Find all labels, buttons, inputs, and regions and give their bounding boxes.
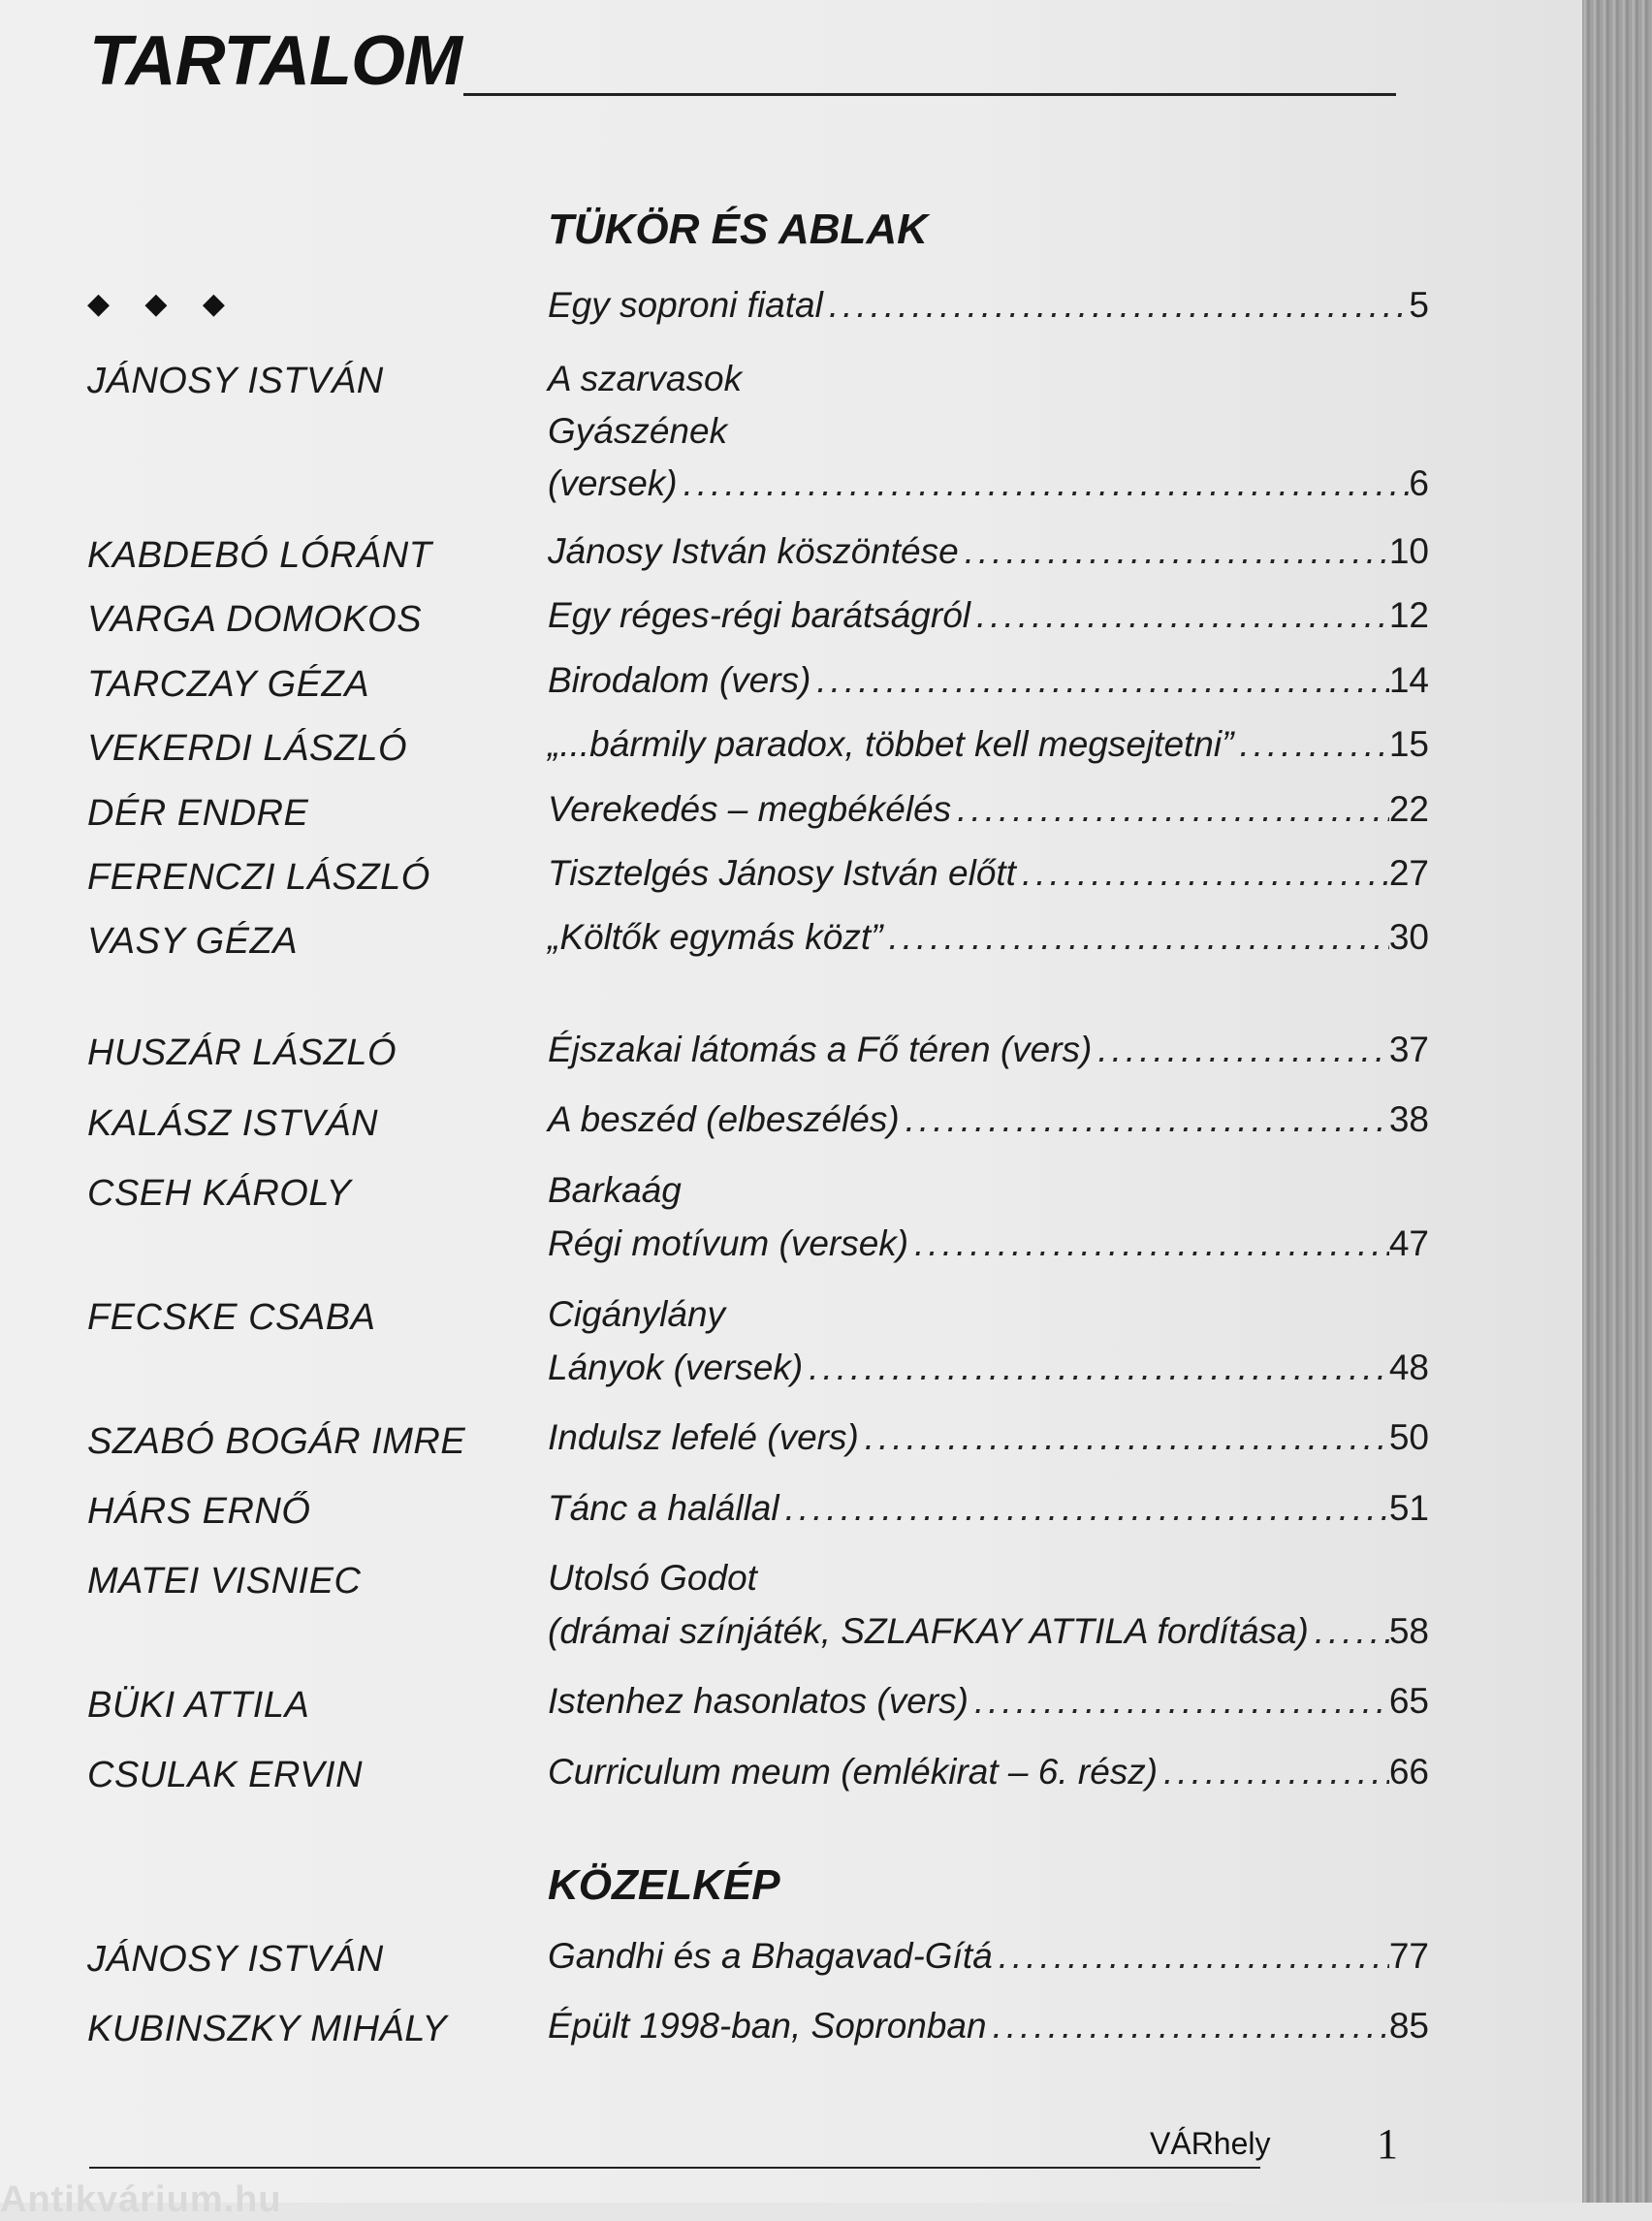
entry-title: Egy soproni fiatal xyxy=(548,285,823,325)
entry-title: Egy réges-régi barátságról xyxy=(548,595,970,635)
entry-author: VARGA DOMOKOS xyxy=(87,599,423,640)
toc-entry[interactable] xyxy=(548,1488,1429,1529)
entry-title: Birodalom (vers) xyxy=(548,660,811,700)
entry-author: TARCZAY GÉZA xyxy=(87,664,370,705)
leader-dots xyxy=(810,660,1388,701)
entry-page: 66 xyxy=(1388,1752,1429,1792)
entry-author: KUBINSZKY MIHÁLY xyxy=(87,2009,448,2049)
entry-page: 47 xyxy=(1388,1223,1429,1263)
footer-page-number: 1 xyxy=(1377,2120,1398,2168)
entry-author: VASY GÉZA xyxy=(87,921,299,962)
entry-title[interactable]: A szarvasok xyxy=(548,359,743,398)
entry-page: 15 xyxy=(1388,724,1429,764)
toc-entry[interactable] xyxy=(548,1611,1429,1652)
leader-dots xyxy=(951,789,1389,830)
leader-dots xyxy=(970,595,1389,636)
entry-title[interactable]: Gyászének xyxy=(548,411,728,451)
leader-dots xyxy=(969,1681,1389,1722)
entry-title: „...bármily paradox, többet kell megsejtetni” xyxy=(548,724,1234,764)
entry-title: Lányok (versek) xyxy=(548,1348,804,1387)
entry-title: Curriculum meum (emlékirat – 6. rész) xyxy=(548,1752,1159,1792)
entry-page: 5 xyxy=(1409,285,1429,325)
footer-rule xyxy=(89,2167,1260,2169)
leader-dots xyxy=(779,1488,1389,1529)
leader-dots xyxy=(1309,1611,1389,1652)
entry-title: A beszéd (elbeszélés) xyxy=(548,1099,900,1139)
entry-title: Éjszakai látomás a Fő téren (vers) xyxy=(548,1030,1093,1069)
entry-title: „Költők egymás közt” xyxy=(548,917,883,957)
leader-dots xyxy=(859,1417,1389,1458)
leader-dots xyxy=(1233,724,1388,765)
entry-page: 38 xyxy=(1388,1099,1429,1139)
section-heading-tukor-es-ablak: TÜKÖR ÉS ABLAK xyxy=(548,206,928,253)
entry-author: MATEI VISNIEC xyxy=(87,1561,362,1602)
entry-author: FECSKE CSABA xyxy=(87,1297,376,1338)
entry-page: 58 xyxy=(1388,1611,1429,1651)
footer-magazine-name: VÁRhely xyxy=(1150,2126,1271,2161)
watermark: Antikvárium.hu xyxy=(0,2179,282,2220)
toc-entry[interactable] xyxy=(548,1681,1429,1722)
entry-page: 27 xyxy=(1388,853,1429,893)
toc-entry[interactable] xyxy=(548,2006,1429,2046)
entry-page: 22 xyxy=(1388,789,1429,829)
leader-dots xyxy=(959,531,1389,572)
leader-dots xyxy=(823,285,1410,326)
entry-author: CSULAK ERVIN xyxy=(87,1755,364,1795)
toc-entry[interactable] xyxy=(548,595,1429,636)
toc-entry[interactable] xyxy=(548,660,1429,701)
toc-entry[interactable] xyxy=(548,853,1429,894)
leader-dots xyxy=(908,1223,1389,1264)
entry-page: 10 xyxy=(1388,531,1429,571)
entry-title[interactable]: Cigánylány xyxy=(548,1294,726,1334)
entry-author: JÁNOSY ISTVÁN xyxy=(87,1939,384,1980)
entry-author: HUSZÁR LÁSZLÓ xyxy=(87,1032,397,1073)
leader-dots xyxy=(803,1348,1389,1388)
entry-title: Gandhi és a Bhagavad-Gítá xyxy=(548,1936,993,1976)
entry-author: JÁNOSY ISTVÁN xyxy=(87,361,384,401)
entry-author: DÉR ENDRE xyxy=(87,793,309,834)
toc-entry[interactable] xyxy=(548,1223,1429,1264)
toc-entry[interactable] xyxy=(548,531,1429,572)
section-heading-kozelkep: KÖZELKÉP xyxy=(548,1861,780,1909)
entry-page: 50 xyxy=(1388,1417,1429,1457)
entry-page: 77 xyxy=(1388,1936,1429,1976)
entry-author: HÁRS ERNŐ xyxy=(87,1491,311,1532)
entry-page: 37 xyxy=(1388,1030,1429,1069)
entry-author: KALÁSZ ISTVÁN xyxy=(87,1103,379,1144)
entry-author-diamonds: ◆ ◆ ◆ xyxy=(87,288,238,320)
entry-author: SZABÓ BOGÁR IMRE xyxy=(87,1421,466,1462)
toc-entry[interactable] xyxy=(548,1417,1429,1458)
entry-title: Verekedés – megbékélés xyxy=(548,789,952,829)
leader-dots xyxy=(678,463,1410,504)
entry-title[interactable]: Barkaág xyxy=(548,1170,682,1210)
entry-title: Jánosy István köszöntése xyxy=(548,531,959,571)
entry-title: Épült 1998-ban, Sopronban xyxy=(548,2006,987,2046)
toc-entry[interactable] xyxy=(548,1936,1429,1977)
leader-dots xyxy=(993,1936,1389,1977)
entry-author: BÜKI ATTILA xyxy=(87,1685,310,1726)
toc-entry[interactable] xyxy=(548,917,1429,958)
entry-title: Tisztelgés Jánosy István előtt xyxy=(548,853,1016,893)
entry-page: 14 xyxy=(1388,660,1429,700)
book-spine xyxy=(1582,0,1652,2203)
entry-title: Istenhez hasonlatos (vers) xyxy=(548,1681,969,1721)
entry-author: CSEH KÁROLY xyxy=(87,1173,352,1214)
entry-author: VEKERDI LÁSZLÓ xyxy=(87,728,408,769)
entry-title[interactable]: Utolsó Godot xyxy=(548,1558,757,1598)
entry-page: 6 xyxy=(1409,463,1429,503)
title-rule xyxy=(463,93,1396,96)
entry-author: FERENCZI LÁSZLÓ xyxy=(87,857,430,898)
entry-title: Indulsz lefelé (vers) xyxy=(548,1417,859,1457)
toc-entry[interactable] xyxy=(548,1752,1429,1793)
page-title: TARTALOM xyxy=(89,22,461,100)
entry-page: 48 xyxy=(1388,1348,1429,1387)
entry-page: 12 xyxy=(1388,595,1429,635)
entry-page: 51 xyxy=(1388,1488,1429,1528)
toc-entry[interactable] xyxy=(548,1099,1429,1140)
toc-entry[interactable] xyxy=(548,724,1429,765)
leader-dots xyxy=(882,917,1388,958)
toc-entry[interactable] xyxy=(548,789,1429,830)
entry-page: 85 xyxy=(1388,2006,1429,2046)
entry-author: KABDEBÓ LÓRÁNT xyxy=(87,535,432,576)
entry-title: (drámai színjáték, SZLAFKAY ATTILA fordítása) xyxy=(548,1611,1309,1651)
leader-dots xyxy=(900,1099,1389,1140)
toc-entry[interactable] xyxy=(548,463,1429,504)
entry-page: 65 xyxy=(1388,1681,1429,1721)
entry-title: Régi motívum (versek) xyxy=(548,1223,909,1263)
toc-entry[interactable] xyxy=(548,1030,1429,1070)
leader-dots xyxy=(1158,1752,1389,1793)
leader-dots xyxy=(1092,1030,1388,1070)
leader-dots xyxy=(1016,853,1389,894)
entry-page: 30 xyxy=(1388,917,1429,957)
entry-title: Tánc a halállal xyxy=(548,1488,779,1528)
toc-entry[interactable] xyxy=(548,1348,1429,1388)
leader-dots xyxy=(987,2006,1389,2046)
entry-title: (versek) xyxy=(548,463,678,503)
toc-entry[interactable] xyxy=(548,285,1429,326)
